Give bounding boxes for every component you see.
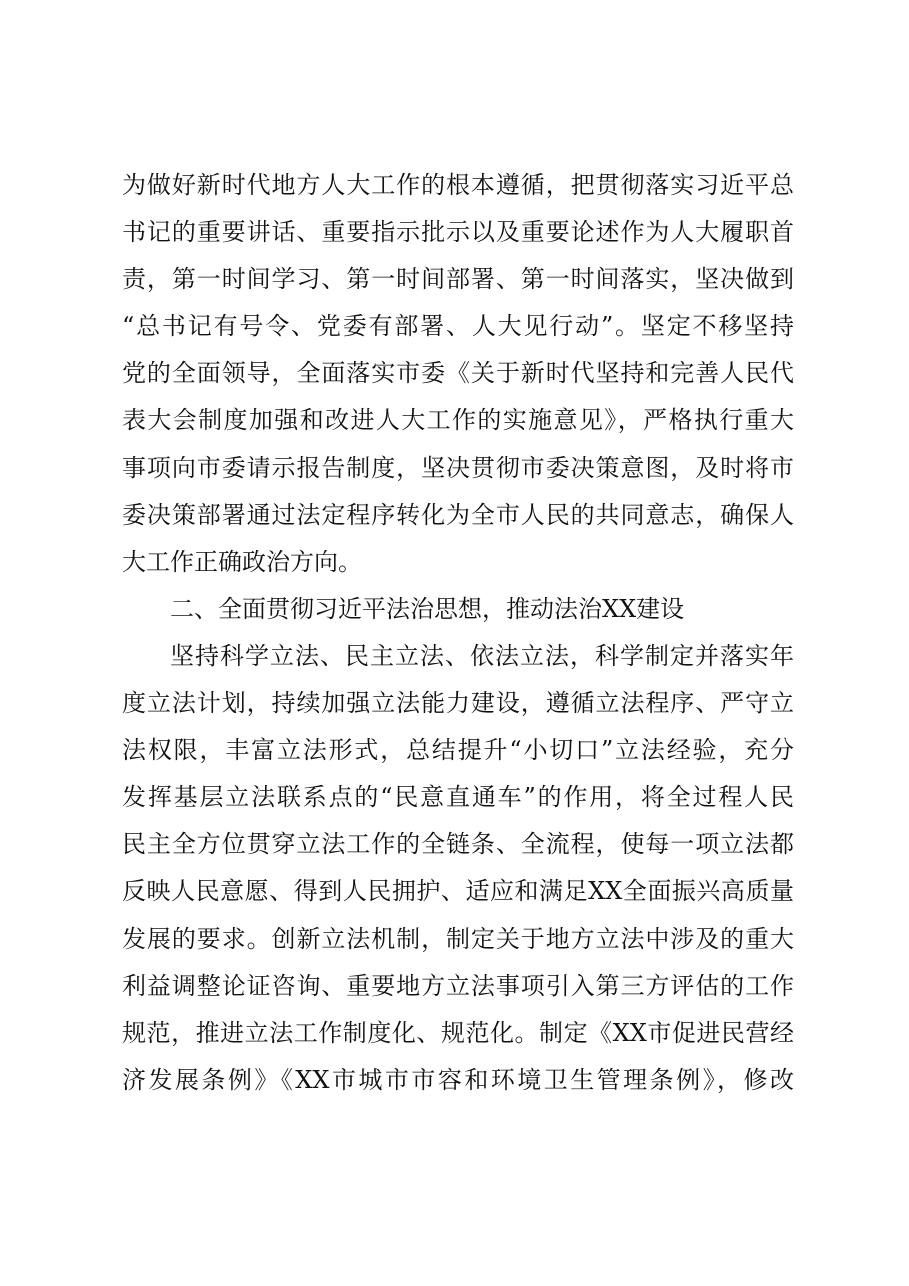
text-line: 事项向市委请示报告制度，坚决贯彻市委决策意图，及时将市	[122, 453, 794, 482]
text-line: 党的全面领导，全面落实市委《关于新时代坚持和完善人民代	[122, 359, 794, 388]
text-line: 委决策部署通过法定程序转化为全市人民的共同意志，确保人	[122, 500, 794, 529]
text-line: 表大会制度加强和改进人大工作的实施意见》，严格执行重大	[122, 406, 794, 435]
text-line: 法权限，丰富立法形式，总结提升“小切口”立法经验，充分	[122, 736, 794, 765]
text-line: 大工作正确政治方向。	[122, 547, 362, 576]
section-heading: 二、全面贯彻习近平法治思想，推动法治XX建设	[170, 594, 685, 623]
document-body	[122, 162, 794, 1104]
text-line: 反映人民意愿、得到人民拥护、适应和满足XX全面振兴高质量	[122, 877, 794, 906]
text-line: 度立法计划，持续加强立法能力建设，遵循立法程序、严守立	[122, 689, 794, 718]
text-line: 济发展条例》《XX市城市市容和环境卫生管理条例》，修改	[122, 1065, 794, 1094]
text-line: 民主全方位贯穿立法工作的全链条、全流程，使每一项立法都	[122, 830, 794, 859]
text-line: 坚持科学立法、民主立法、依法立法，科学制定并落实年	[170, 641, 794, 670]
text-line: 规范，推进立法工作制度化、规范化。制定《XX市促进民营经	[122, 1018, 794, 1047]
text-line: 责，第一时间学习、第一时间部署、第一时间落实，坚决做到	[122, 265, 794, 294]
text-line: 发展的要求。创新立法机制，制定关于地方立法中涉及的重大	[122, 924, 794, 953]
paragraph-2	[122, 633, 794, 1104]
text-line: 书记的重要讲话、重要指示批示以及重要论述作为人大履职首	[122, 218, 794, 247]
text-line: 发挥基层立法联系点的“民意直通车”的作用，将全过程人民	[122, 783, 794, 812]
text-line: 为做好新时代地方人大工作的根本遵循，把贯彻落实习近平总	[122, 171, 794, 199]
paragraph-1	[122, 162, 794, 586]
text-line: 利益调整论证咨询、重要地方立法事项引入第三方评估的工作	[122, 971, 794, 1000]
text-line: “总书记有号令、党委有部署、人大见行动”。坚定不移坚持	[122, 312, 794, 341]
